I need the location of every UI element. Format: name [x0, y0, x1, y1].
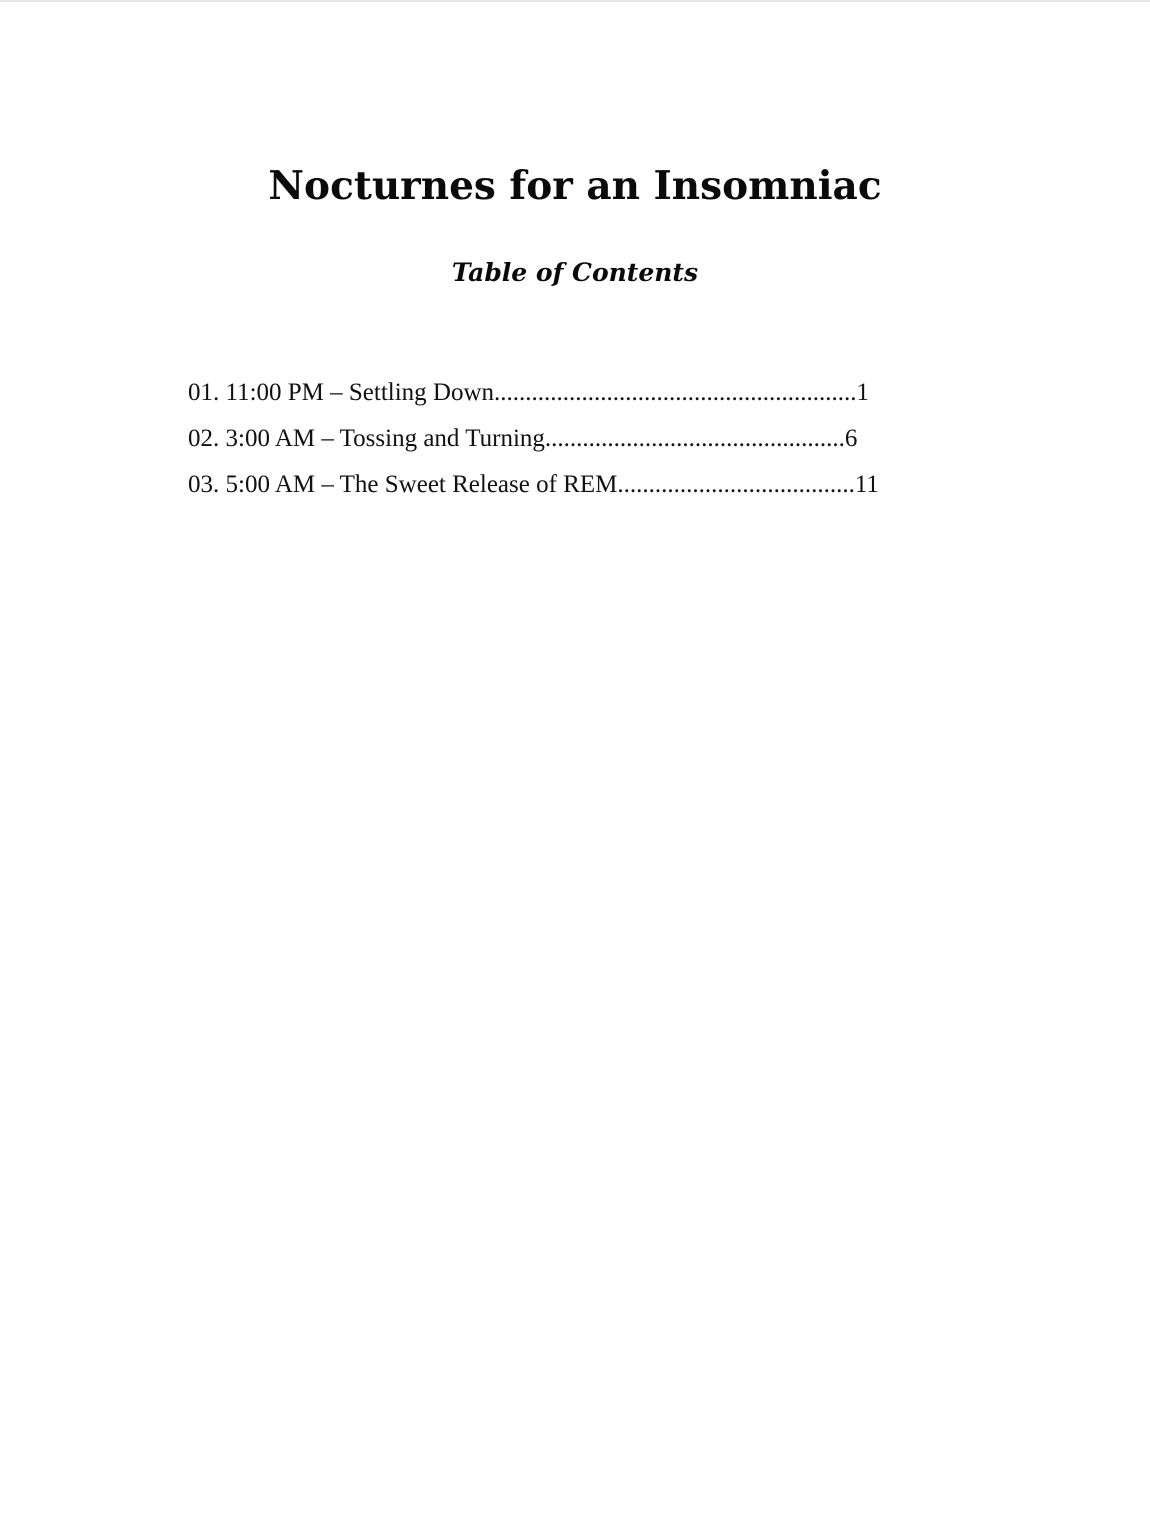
toc-entry-leader: ................................................	[544, 425, 845, 452]
toc-entry-page-number: 6	[844, 425, 858, 452]
toc-entry-title: 01. 11:00 PM – Settling Down	[188, 379, 495, 406]
toc-entry[interactable]	[188, 370, 879, 416]
toc-heading: Table of Contents	[451, 258, 699, 287]
toc-entry-page-number: 11	[854, 471, 879, 498]
toc-entry[interactable]	[188, 416, 879, 462]
toc-entry-page-number: 1	[856, 379, 870, 406]
document-title: Nocturnes for an Insomniac	[268, 163, 882, 209]
toc-entry-leader: ......................................	[617, 471, 855, 498]
toc-entry-leader: ..........................................................	[494, 379, 857, 406]
toc-entry-title: 02. 3:00 AM – Tossing and Turning	[188, 425, 545, 452]
toc-entry[interactable]	[188, 462, 879, 508]
toc-entry-title: 03. 5:00 AM – The Sweet Release of REM	[188, 471, 618, 498]
table-of-contents	[188, 370, 879, 508]
